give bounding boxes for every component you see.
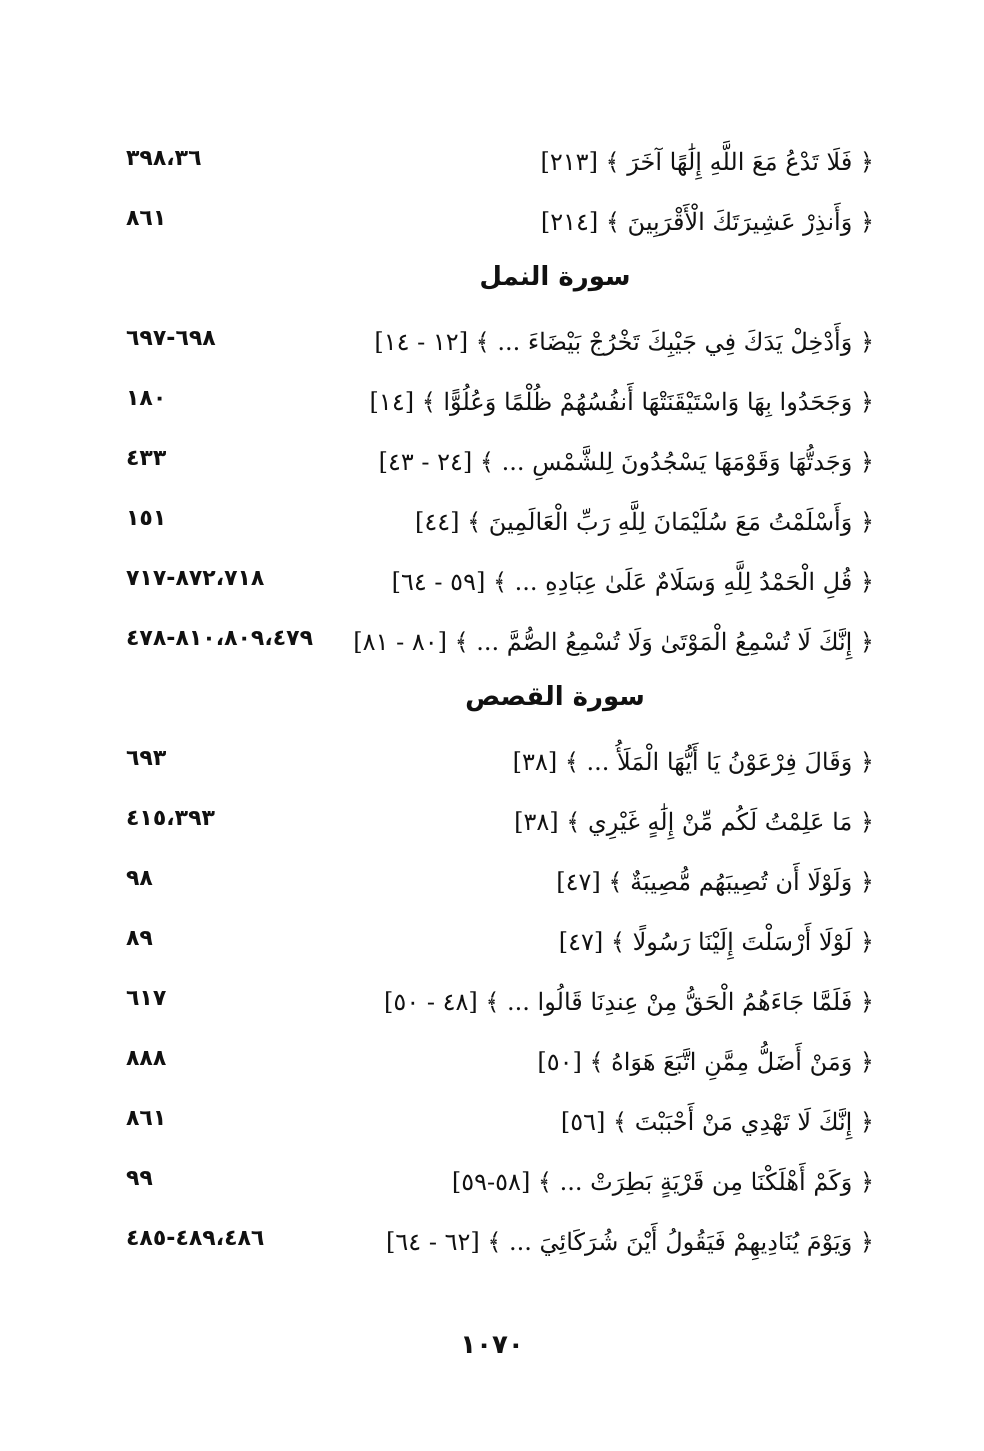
verse-text: ﴿ وَكَمْ أَهْلَكْنَا مِن قَرْيَةٍ بَطِرَتْ ... ﴾ [٥٨-٥٩]: [451, 1168, 874, 1196]
index-row: [0, 972, 984, 1032]
index-row: [0, 1212, 984, 1272]
index-row: [0, 432, 984, 492]
page-references: ٨١٠،٨٠٩،٤٧٩-٤٧٨: [126, 626, 314, 651]
page-references: ٤٨٩،٤٨٦-٤٨٥: [126, 1226, 265, 1251]
verse-text: ﴿ وَيَوْمَ يُنَادِيهِمْ فَيَقُولُ أَيْنَ شُرَكَائِيَ ... ﴾ [٦٢ - ٦٤]: [386, 1228, 874, 1256]
verse-text: ﴿ وَمَنْ أَضَلُّ مِمَّنِ اتَّبَعَ هَوَاهُ ﴾ [٥٠]: [537, 1048, 874, 1076]
index-row: [0, 1092, 984, 1152]
page-references: ٨٦١: [126, 206, 167, 231]
index-row: [0, 132, 984, 192]
index-row: [0, 312, 984, 372]
page-references: ٨٨٨: [126, 1046, 167, 1071]
page-references: ٨٩: [126, 926, 153, 951]
verse-index-list: [0, 132, 984, 1272]
verse-text: ﴿ مَا عَلِمْتُ لَكُم مِّنْ إِلَٰهٍ غَيْرِي ﴾ [٣٨]: [514, 808, 874, 836]
page-number: ١٠٧٠: [460, 1330, 524, 1360]
surah-heading-text: سورة القصص: [465, 682, 645, 712]
page-references: ٦٩٣: [126, 746, 167, 771]
index-row: [0, 792, 984, 852]
page-references: ١٥١: [126, 506, 167, 531]
index-row: [0, 372, 984, 432]
page-references: ٨٦١: [126, 1106, 167, 1131]
verse-text: ﴿ إِنَّكَ لَا تُسْمِعُ الْمَوْتَىٰ وَلَا تُسْمِعُ الصُّمَّ ... ﴾ [٨٠ - ٨١]: [353, 628, 874, 656]
index-row: [0, 732, 984, 792]
verse-text: ﴿ وَجَحَدُوا بِهَا وَاسْتَيْقَنَتْهَا أَنفُسُهُمْ ظُلْمًا وَعُلُوًّا ﴾ [١٤]: [369, 388, 874, 416]
index-row: [0, 1032, 984, 1092]
verse-text: ﴿ وَجَدتُّهَا وَقَوْمَهَا يَسْجُدُونَ لِلشَّمْسِ ... ﴾ [٢٤ - ٤٣]: [378, 448, 874, 476]
verse-text: ﴿ وَأَدْخِلْ يَدَكَ فِي جَيْبِكَ تَخْرُجْ بَيْضَاءَ ... ﴾ [١٢ - ١٤]: [374, 328, 874, 356]
verse-text: ﴿ وَلَوْلَا أَن تُصِيبَهُم مُّصِيبَةٌ ﴾ [٤٧]: [556, 868, 874, 896]
page-references: ٨٧٢،٧١٨-٧١٧: [126, 566, 265, 591]
verse-text: ﴿ وَأَنذِرْ عَشِيرَتَكَ الْأَقْرَبِينَ ﴾ [٢١٤]: [540, 208, 874, 236]
verse-text: ﴿ وَقَالَ فِرْعَوْنُ يَا أَيُّهَا الْمَلَأُ ... ﴾ [٣٨]: [512, 748, 874, 776]
verse-text: ﴿ إِنَّكَ لَا تَهْدِي مَنْ أَحْبَبْتَ ﴾ [٥٦]: [560, 1108, 874, 1136]
page-references: ٩٩: [126, 1166, 153, 1191]
page-references: ٣٩٨،٣٦: [126, 146, 202, 171]
page-references: ٩٨: [126, 866, 153, 891]
page-references: ١٨٠: [126, 386, 167, 411]
surah-heading: [0, 672, 984, 732]
verse-text: ﴿ لَوْلَا أَرْسَلْتَ إِلَيْنَا رَسُولًا ﴾ [٤٧]: [558, 928, 874, 956]
page-references: ٦٩٨-٦٩٧: [126, 326, 216, 351]
page-references: ٤٣٣: [126, 446, 167, 471]
index-row: [0, 552, 984, 612]
page-references: ٦١٧: [126, 986, 167, 1011]
verse-text: ﴿ وَأَسْلَمْتُ مَعَ سُلَيْمَانَ لِلَّهِ رَبِّ الْعَالَمِينَ ﴾ [٤٤]: [414, 508, 874, 536]
index-row: [0, 492, 984, 552]
page-references: ٤١٥،٣٩٣: [126, 806, 215, 831]
surah-heading-text: سورة النمل: [479, 262, 631, 292]
index-row: [0, 1152, 984, 1212]
verse-text: ﴿ قُلِ الْحَمْدُ لِلَّهِ وَسَلَامٌ عَلَىٰ عِبَادِهِ ... ﴾ [٥٩ - ٦٤]: [391, 568, 874, 596]
index-row: [0, 852, 984, 912]
verse-text: ﴿ فَلَا تَدْعُ مَعَ اللَّهِ إِلَٰهًا آخَرَ ﴾ [٢١٣]: [540, 148, 874, 176]
verse-text: ﴿ فَلَمَّا جَاءَهُمُ الْحَقُّ مِنْ عِندِنَا قَالُوا ... ﴾ [٤٨ - ٥٠]: [384, 988, 874, 1016]
index-row: [0, 192, 984, 252]
index-row: [0, 912, 984, 972]
index-row: [0, 612, 984, 672]
surah-heading: [0, 252, 984, 312]
